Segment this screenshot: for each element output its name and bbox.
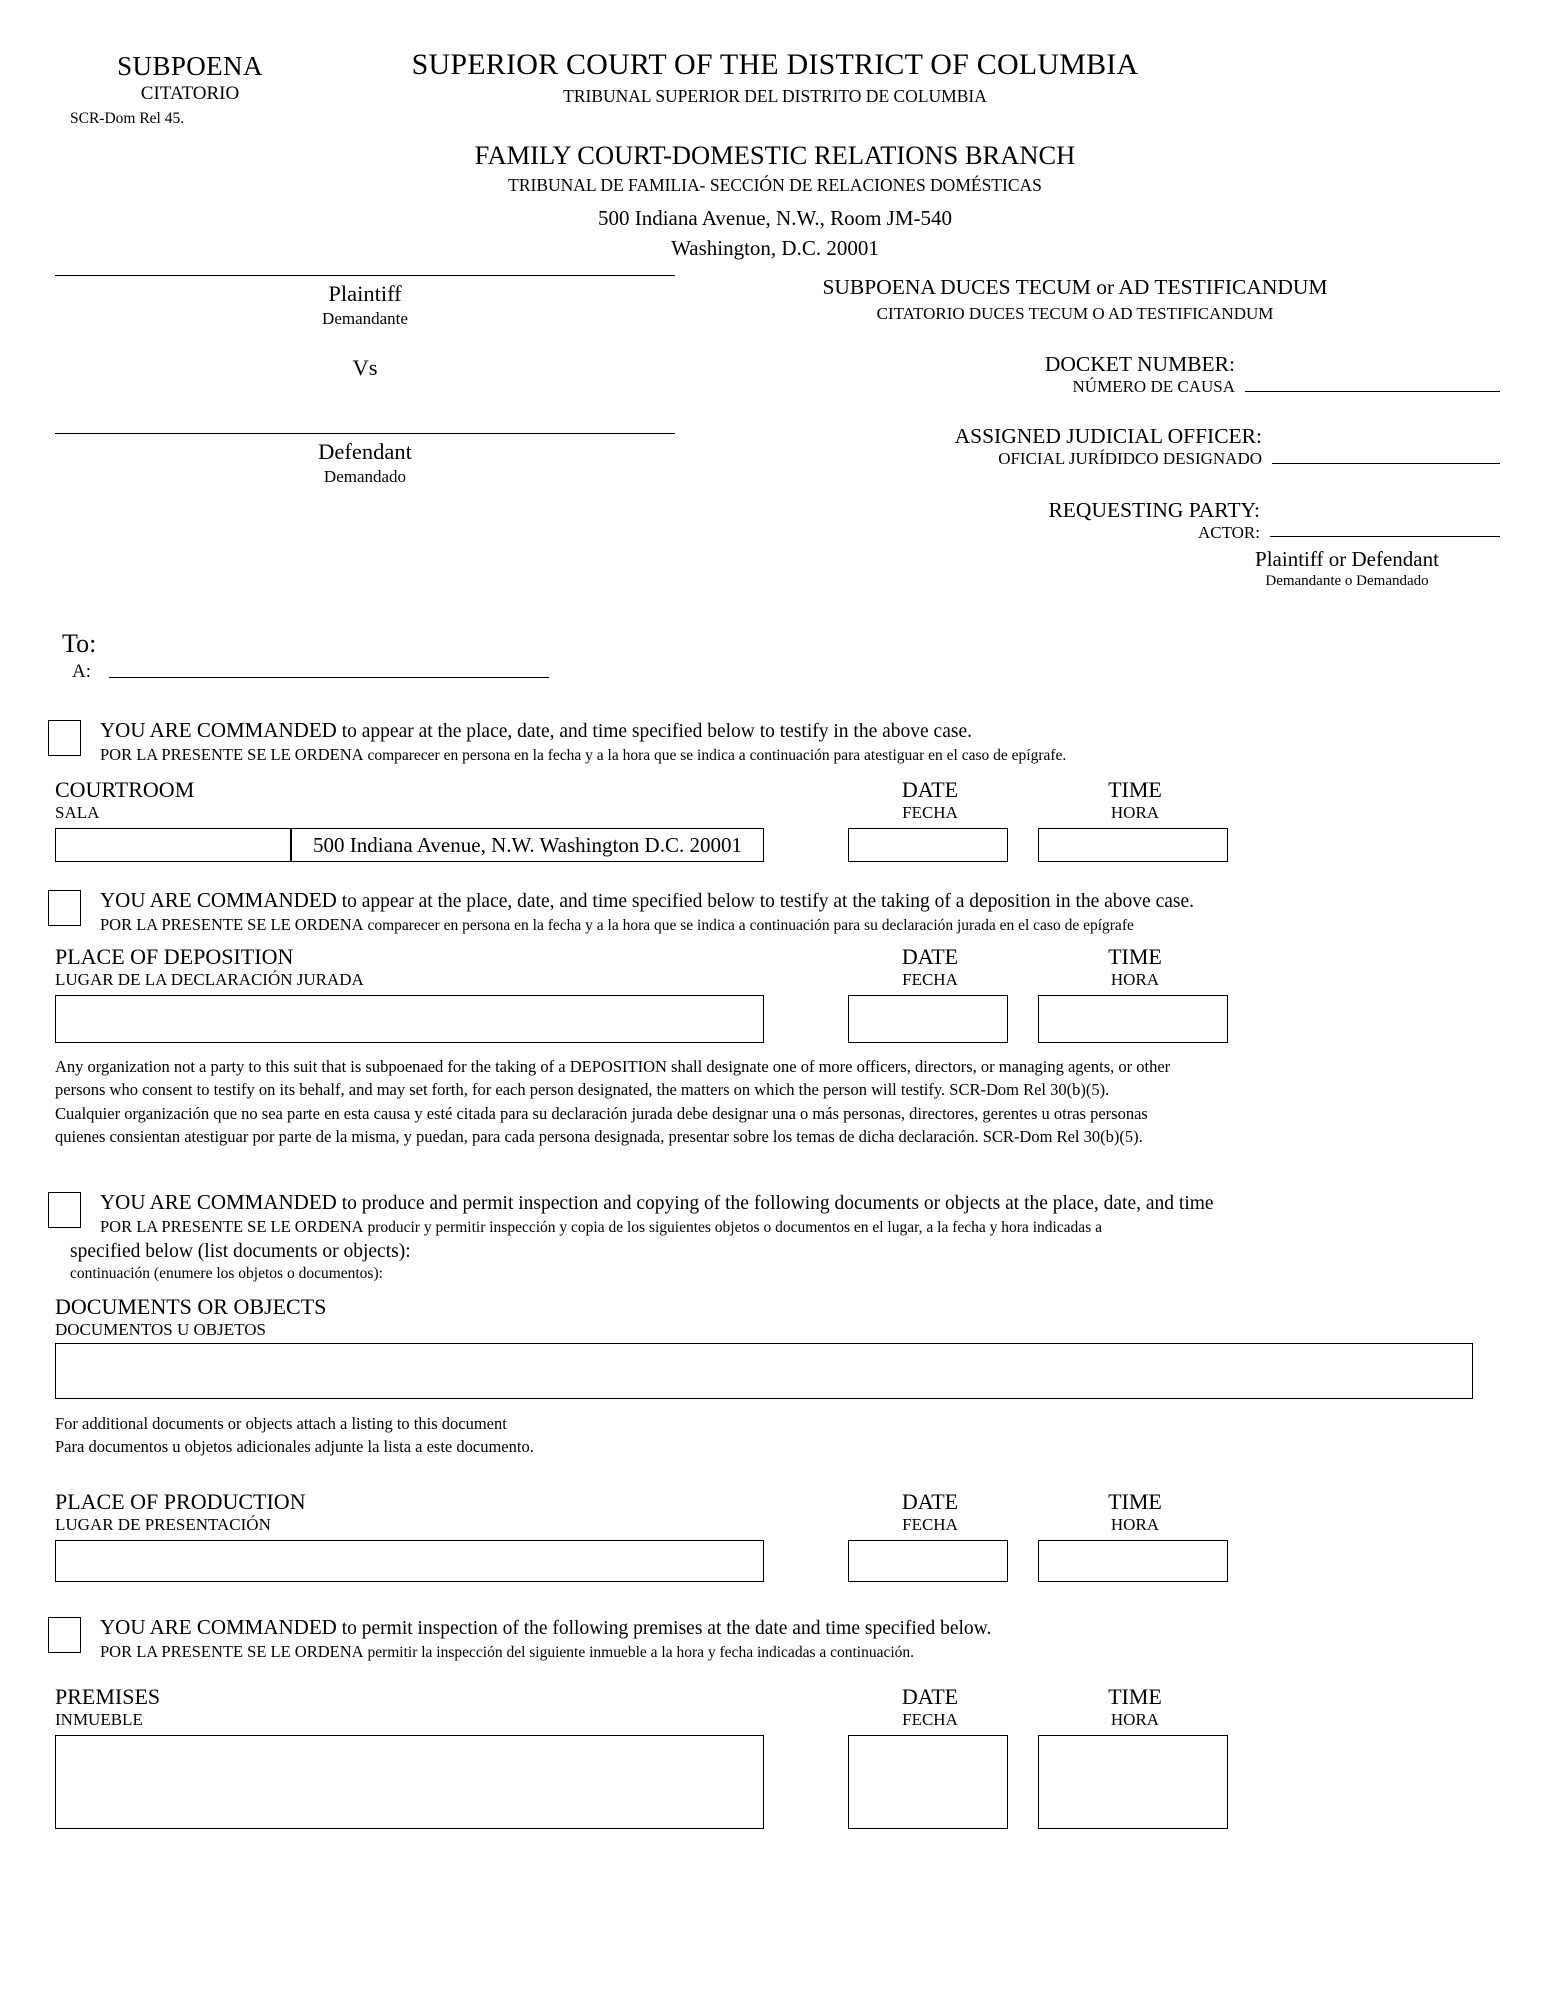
documents-label-block bbox=[55, 1295, 326, 1341]
deposition-date-label-english: DATE bbox=[901, 944, 959, 969]
requesting-party-labels bbox=[1048, 498, 1260, 544]
requesting-party-label-english: REQUESTING PARTY: bbox=[1048, 497, 1260, 522]
judicial-officer-input[interactable] bbox=[1272, 462, 1500, 464]
command-deposition-checkbox[interactable] bbox=[48, 890, 81, 926]
requesting-party-label-spanish: ACTOR: bbox=[1197, 522, 1260, 542]
command-appear-text bbox=[100, 718, 1498, 765]
premises-label-spanish: INMUEBLE bbox=[55, 1710, 143, 1730]
command-premises-block bbox=[48, 1615, 1498, 1662]
documents-input[interactable] bbox=[55, 1343, 1473, 1399]
docket-number-label-english: DOCKET NUMBER: bbox=[1044, 352, 1235, 377]
command-deposition-english bbox=[100, 888, 1498, 914]
recipient-label-english: To: bbox=[62, 629, 97, 658]
deposition-date-input[interactable] bbox=[848, 995, 1008, 1043]
requesting-party-input[interactable] bbox=[1270, 535, 1500, 537]
command-appear-rest-en: to appear at the place, date, and time specified below to testify in the above case. bbox=[336, 721, 972, 742]
command-premises-caps-es: POR LA PRESENTE SE LE ORDENA bbox=[100, 1641, 364, 1661]
premises-headers bbox=[55, 1685, 1495, 1735]
courtroom-label-spanish: SALA bbox=[55, 803, 100, 823]
production-time-input[interactable] bbox=[1038, 1540, 1228, 1582]
courtroom-date-label-block bbox=[850, 778, 1010, 824]
versus-label: Vs bbox=[352, 355, 378, 381]
command-premises-checkbox[interactable] bbox=[48, 1617, 81, 1653]
deposition-field-row bbox=[55, 995, 1495, 1045]
command-premises-spanish bbox=[100, 1642, 1498, 1663]
deposition-note-line-4: quienes consientan atestiguar por parte de la misma, y puedan, para cada persona designada, presentar sobre los temas de dicha declaración. SCR-Dom Rel 30(b)(5). bbox=[55, 1127, 1143, 1147]
production-label-english: PLACE OF PRODUCTION bbox=[55, 1489, 306, 1514]
plaintiff-label-english: Plaintiff bbox=[328, 281, 402, 306]
premises-time-label-block bbox=[1040, 1685, 1230, 1731]
command-appear-caps-es: POR LA PRESENTE SE LE ORDENA bbox=[100, 744, 364, 764]
party-choice-block bbox=[1197, 547, 1497, 591]
command-produce-caps-en: YOU ARE COMMANDED bbox=[100, 1190, 337, 1214]
defendant-label-spanish: Demandado bbox=[323, 467, 407, 487]
command-deposition-spanish bbox=[100, 915, 1498, 936]
documents-label-english: DOCUMENTS OR OBJECTS bbox=[55, 1294, 327, 1319]
recipient-row bbox=[62, 661, 549, 683]
documents-headers bbox=[55, 1295, 1495, 1343]
command-produce-text bbox=[100, 1190, 1498, 1237]
courtroom-date-label-spanish: FECHA bbox=[902, 803, 958, 823]
premises-date-label-block bbox=[850, 1685, 1010, 1731]
deposition-date-label-spanish: FECHA bbox=[902, 970, 958, 990]
judicial-officer-row bbox=[700, 424, 1500, 470]
deposition-label-english: PLACE OF DEPOSITION bbox=[55, 944, 294, 969]
documents-attachment-note-spanish: Para documentos u objetos adicionales adjunte la lista a este documento. bbox=[55, 1437, 534, 1457]
courtroom-section bbox=[55, 778, 1495, 864]
courtroom-date-input[interactable] bbox=[848, 828, 1008, 862]
deposition-time-label-block bbox=[1040, 945, 1230, 991]
command-appear-english bbox=[100, 718, 1498, 744]
docket-number-row bbox=[700, 352, 1500, 398]
docket-number-label-spanish: NÚMERO DE CAUSA bbox=[1072, 377, 1235, 397]
deposition-note-line-1: Any organization not a party to this suit that is subpoenaed for the taking of a DEPOSITION shall designate one of more officers, directors, or managing agents, or other bbox=[55, 1057, 1171, 1076]
deposition-organization-note bbox=[55, 1055, 1505, 1149]
plaintiff-name-rule bbox=[55, 275, 675, 276]
docket-number-labels bbox=[1045, 352, 1235, 398]
production-date-label-block bbox=[850, 1490, 1010, 1536]
recipient-name-input[interactable] bbox=[109, 676, 549, 678]
courtroom-time-label-english: TIME bbox=[1108, 777, 1162, 802]
deposition-section bbox=[55, 945, 1495, 1045]
command-deposition-rest-es: comparecer en persona en la fecha y a la hora que se indica a continuación para su declaración jurada en el caso de epígrafe bbox=[363, 916, 1134, 934]
documents-section bbox=[55, 1295, 1495, 1401]
court-address-line-2: Washington, D.C. 20001 bbox=[671, 236, 879, 261]
command-appear-spanish bbox=[100, 745, 1498, 766]
premises-date-input[interactable] bbox=[848, 1735, 1008, 1829]
production-field-row bbox=[55, 1540, 1495, 1588]
deposition-label-spanish: LUGAR DE LA DECLARACIÓN JURADA bbox=[55, 970, 364, 990]
command-produce-continuation-english: specified below (list documents or objects): bbox=[70, 1241, 411, 1263]
command-premises-text bbox=[100, 1615, 1498, 1662]
premises-label-block bbox=[55, 1685, 160, 1731]
deposition-headers bbox=[55, 945, 1495, 995]
judicial-officer-labels bbox=[955, 424, 1262, 470]
premises-field-row bbox=[55, 1735, 1495, 1835]
documents-label-spanish: DOCUMENTOS U OBJETOS bbox=[55, 1320, 266, 1340]
command-deposition-caps-en: YOU ARE COMMANDED bbox=[100, 888, 337, 912]
branch-name-spanish: TRIBUNAL DE FAMILIA- SECCIÓN DE RELACIONES DOMÉSTICAS bbox=[508, 175, 1042, 196]
defendant-name-rule bbox=[55, 433, 675, 434]
deposition-note-line-3: Cualquier organización que no sea parte en esta causa y esté citada para su declaración jurada debe designar una o más personas, directores, gerentes u otras personas bbox=[55, 1103, 1148, 1123]
party-choice-label-spanish: Demandante o Demandado bbox=[1265, 573, 1429, 590]
defendant-label-english: Defendant bbox=[318, 439, 412, 465]
command-premises-english bbox=[100, 1615, 1498, 1641]
command-produce-spanish bbox=[100, 1217, 1498, 1238]
command-appear-rest-es: comparecer en persona en la fecha y a la hora que se indica a continuación para atestiguar en el caso de epígrafe. bbox=[363, 746, 1067, 764]
production-time-label-english: TIME bbox=[1108, 1489, 1162, 1514]
courtroom-label-english: COURTROOM bbox=[55, 777, 195, 802]
deposition-note-line-2: persons who consent to testify on its behalf, and may set forth, for each person designated, the matters on which the person will testify. SCR-Dom Rel 30(b)(5). bbox=[55, 1080, 1110, 1100]
command-deposition-text bbox=[100, 888, 1498, 935]
courtroom-number-input[interactable] bbox=[55, 828, 291, 862]
caption-case-info bbox=[700, 275, 1500, 591]
production-date-input[interactable] bbox=[848, 1540, 1008, 1582]
deposition-label-block bbox=[55, 945, 364, 991]
premises-time-label-english: TIME bbox=[1108, 1684, 1162, 1709]
courtroom-time-label-block bbox=[1040, 778, 1230, 824]
command-produce-rest-es: producir y permitir inspección y copia de los siguientes objetos o documentos en el lugar, a la fecha y hora indicadas a bbox=[363, 1218, 1102, 1236]
courtroom-headers bbox=[55, 778, 1495, 828]
courtroom-address-value[interactable]: 500 Indiana Avenue, N.W. Washington D.C. 20001 bbox=[291, 828, 764, 862]
production-date-label-spanish: FECHA bbox=[902, 1515, 958, 1535]
premises-section bbox=[55, 1685, 1495, 1835]
production-label-spanish: LUGAR DE PRESENTACIÓN bbox=[55, 1515, 271, 1535]
deposition-time-input[interactable] bbox=[1038, 995, 1228, 1043]
documents-attachment-note bbox=[55, 1412, 534, 1459]
subpoena-type-english: SUBPOENA DUCES TECUM or AD TESTIFICANDUM bbox=[822, 275, 1328, 299]
courtroom-time-label-spanish: HORA bbox=[1110, 803, 1160, 823]
command-deposition-block bbox=[48, 888, 1498, 935]
court-name-english: SUPERIOR COURT OF THE DISTRICT OF COLUMBIA bbox=[411, 48, 1139, 81]
deposition-place-input[interactable] bbox=[55, 995, 764, 1043]
command-appear-caps-en: YOU ARE COMMANDED bbox=[100, 718, 337, 742]
command-premises-rest-en: to permit inspection of the following premises at the date and time specified below. bbox=[336, 1618, 992, 1639]
command-deposition-caps-es: POR LA PRESENTE SE LE ORDENA bbox=[100, 914, 364, 934]
recipient-block bbox=[62, 630, 549, 683]
command-produce-english bbox=[100, 1190, 1498, 1216]
subpoena-type-spanish: CITATORIO DUCES TECUM O AD TESTIFICANDUM bbox=[876, 303, 1274, 323]
premises-label-english: PREMISES bbox=[55, 1684, 161, 1709]
command-produce-block bbox=[48, 1190, 1498, 1284]
premises-time-input[interactable] bbox=[1038, 1735, 1228, 1829]
production-time-label-spanish: HORA bbox=[1110, 1515, 1160, 1535]
production-headers bbox=[55, 1490, 1495, 1540]
premises-time-label-spanish: HORA bbox=[1110, 1710, 1160, 1730]
command-premises-rest-es: permitir la inspección del siguiente inmueble a la hora y fecha indicadas a continuación. bbox=[363, 1643, 915, 1661]
premises-date-label-spanish: FECHA bbox=[902, 1710, 958, 1730]
court-name-spanish: TRIBUNAL SUPERIOR DEL DISTRITO DE COLUMBIA bbox=[563, 85, 987, 106]
command-appear-block bbox=[48, 718, 1498, 765]
court-identification-block bbox=[270, 48, 1280, 262]
command-produce-checkbox[interactable] bbox=[48, 1192, 81, 1228]
form-header bbox=[0, 0, 1545, 270]
production-time-label-block bbox=[1040, 1490, 1230, 1536]
court-address-line-1: 500 Indiana Avenue, N.W., Room JM-540 bbox=[597, 205, 953, 230]
production-date-label-english: DATE bbox=[901, 1489, 959, 1514]
production-place-input[interactable] bbox=[55, 1540, 764, 1582]
courtroom-date-label-english: DATE bbox=[901, 777, 959, 802]
plaintiff-label-spanish: Demandante bbox=[322, 309, 408, 328]
form-title-spanish: CITATORIO bbox=[140, 83, 240, 105]
production-section bbox=[55, 1490, 1495, 1588]
recipient-label-spanish: A: bbox=[72, 661, 91, 683]
courtroom-label-block bbox=[55, 778, 194, 824]
command-appear-checkbox[interactable] bbox=[48, 720, 81, 756]
command-premises-caps-en: YOU ARE COMMANDED bbox=[100, 1615, 337, 1639]
documents-field-row bbox=[55, 1343, 1495, 1401]
judicial-officer-label-english: ASSIGNED JUDICIAL OFFICER: bbox=[954, 423, 1262, 448]
premises-date-label-english: DATE bbox=[901, 1684, 959, 1709]
party-choice-label-english: Plaintiff or Defendant bbox=[1255, 547, 1439, 572]
judicial-officer-label-spanish: OFICIAL JURÍDIDCO DESIGNADO bbox=[998, 449, 1262, 469]
command-deposition-rest-en: to appear at the place, date, and time specified below to testify at the taking of a deposition in the above case. bbox=[336, 891, 1195, 912]
deposition-time-label-spanish: HORA bbox=[1110, 970, 1160, 990]
command-produce-caps-es: POR LA PRESENTE SE LE ORDENA bbox=[100, 1216, 364, 1236]
documents-attachment-note-english: For additional documents or objects attach a listing to this document bbox=[55, 1414, 507, 1433]
branch-name-english: FAMILY COURT-DOMESTIC RELATIONS BRANCH bbox=[474, 140, 1076, 171]
requesting-party-row bbox=[700, 498, 1500, 544]
deposition-time-label-english: TIME bbox=[1108, 944, 1162, 969]
command-produce-rest-en: to produce and permit inspection and copying of the following documents or objects at the place, date, and time bbox=[336, 1193, 1214, 1214]
production-label-block bbox=[55, 1490, 306, 1536]
premises-input[interactable] bbox=[55, 1735, 764, 1829]
docket-number-input[interactable] bbox=[1245, 390, 1500, 392]
form-title-english: SUBPOENA bbox=[117, 51, 263, 81]
courtroom-time-input[interactable] bbox=[1038, 828, 1228, 862]
caption-parties bbox=[55, 275, 675, 488]
form-rule-reference: SCR-Dom Rel 45. bbox=[70, 110, 185, 128]
deposition-date-label-block bbox=[850, 945, 1010, 991]
command-produce-continuation-spanish: continuación (enumere los objetos o documentos): bbox=[70, 1265, 383, 1283]
case-caption bbox=[0, 275, 1545, 625]
courtroom-field-row bbox=[55, 828, 1495, 864]
